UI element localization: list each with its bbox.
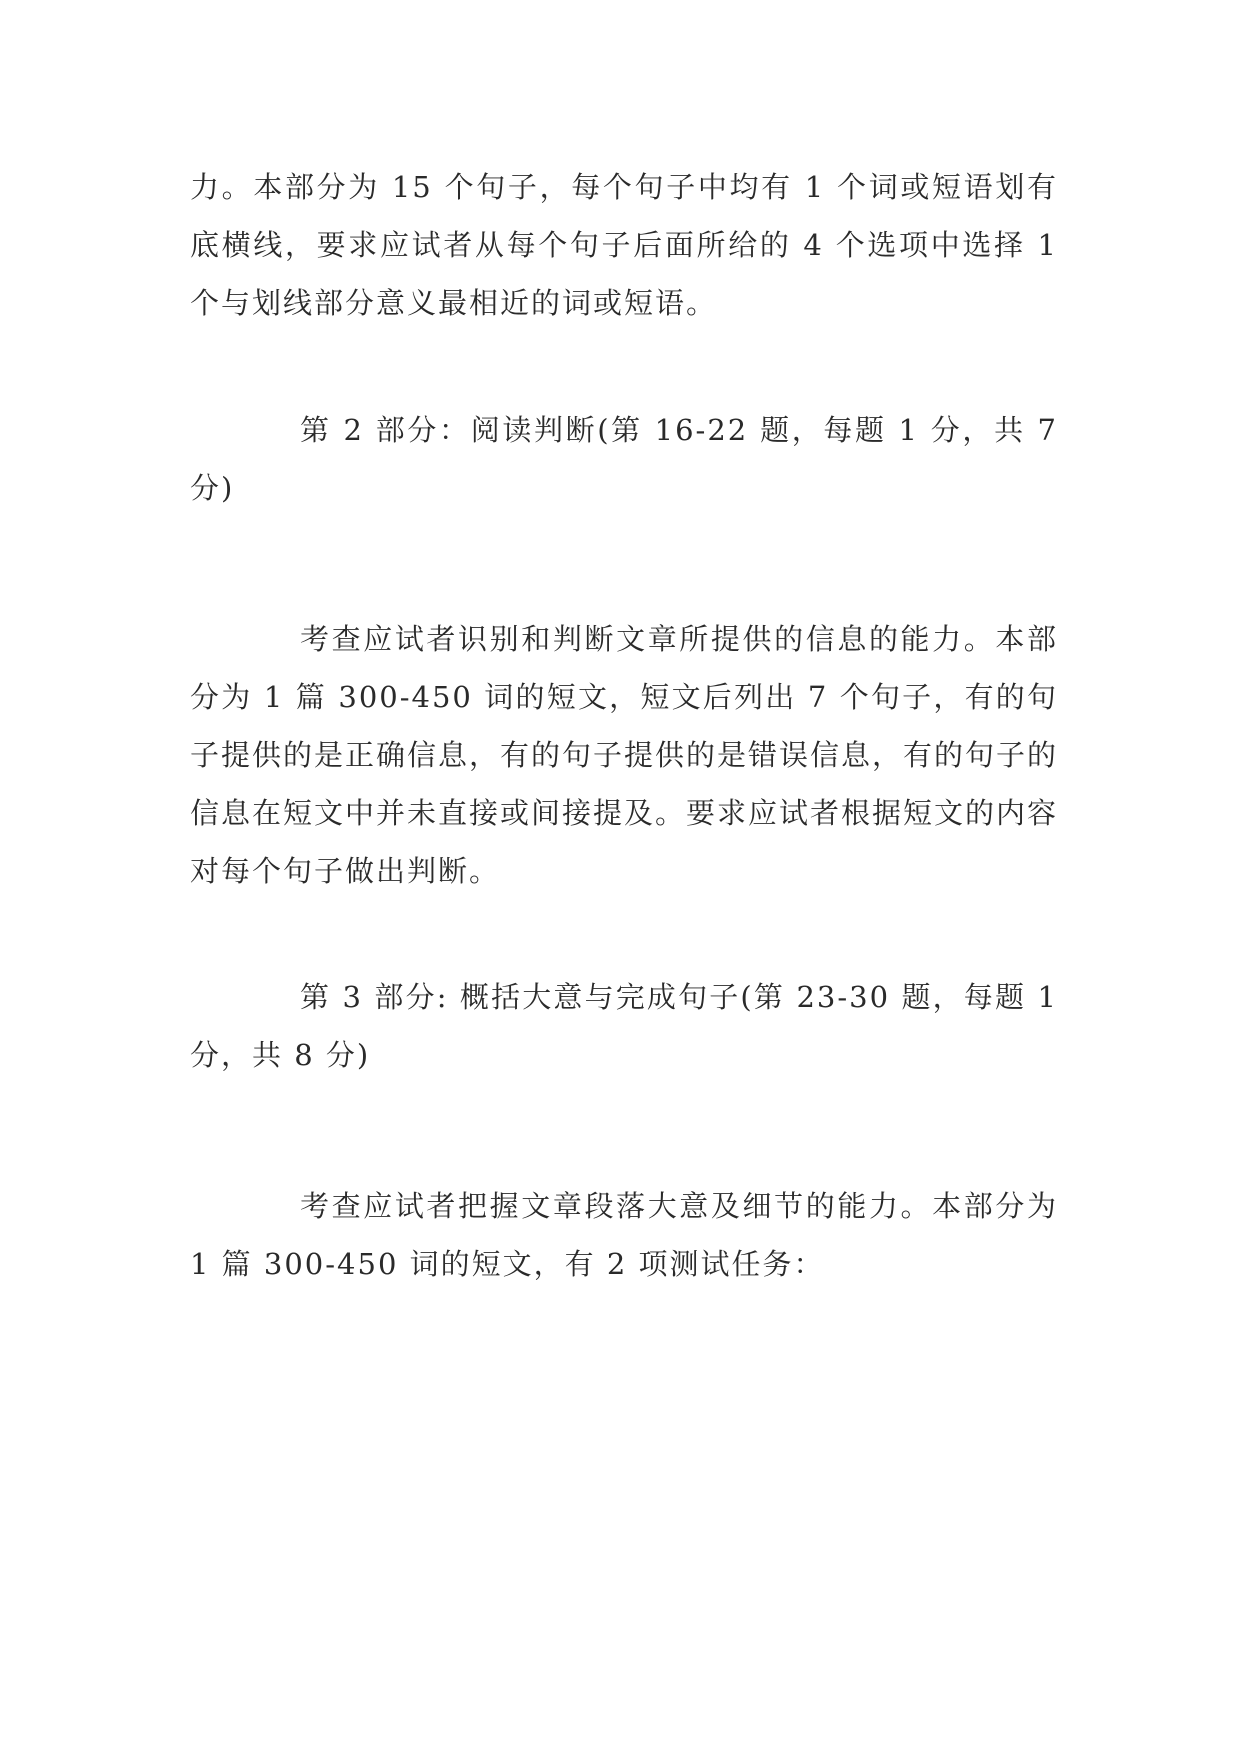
paragraph-part1-continuation: 力。本部分为 15 个句子，每个句子中均有 1 个词或短语划有底横线，要求应试者从每个句子后面所给的 4 个选项中选择 1 个与划线部分意义最相近的词或短语。 <box>190 170 1058 320</box>
section-heading-part2: 第 2 部分：阅读判断(第 16-22 题，每题 1 分，共 7 分) <box>190 413 1058 505</box>
paragraph-part2-description: 考查应试者识别和判断文章所提供的信息的能力。本部分为 1 篇 300-450 词的短文，短文后列出 7 个句子，有的句子提供的是正确信息，有的句子提供的是错误信息，有的句子的信息在短文中并未直接或间接提及。要求应试者根据短文的内容对每个句子做出判断。 <box>190 622 1059 888</box>
section-heading-part3: 第 3 部分: 概括大意与完成句子(第 23-30 题，每题 1 分，共 8 分) <box>190 980 1058 1072</box>
paragraph-part3-description: 考查应试者把握文章段落大意及细节的能力。本部分为 1 篇 300-450 词的短文，有 2 项测试任务： <box>190 1189 1058 1281</box>
